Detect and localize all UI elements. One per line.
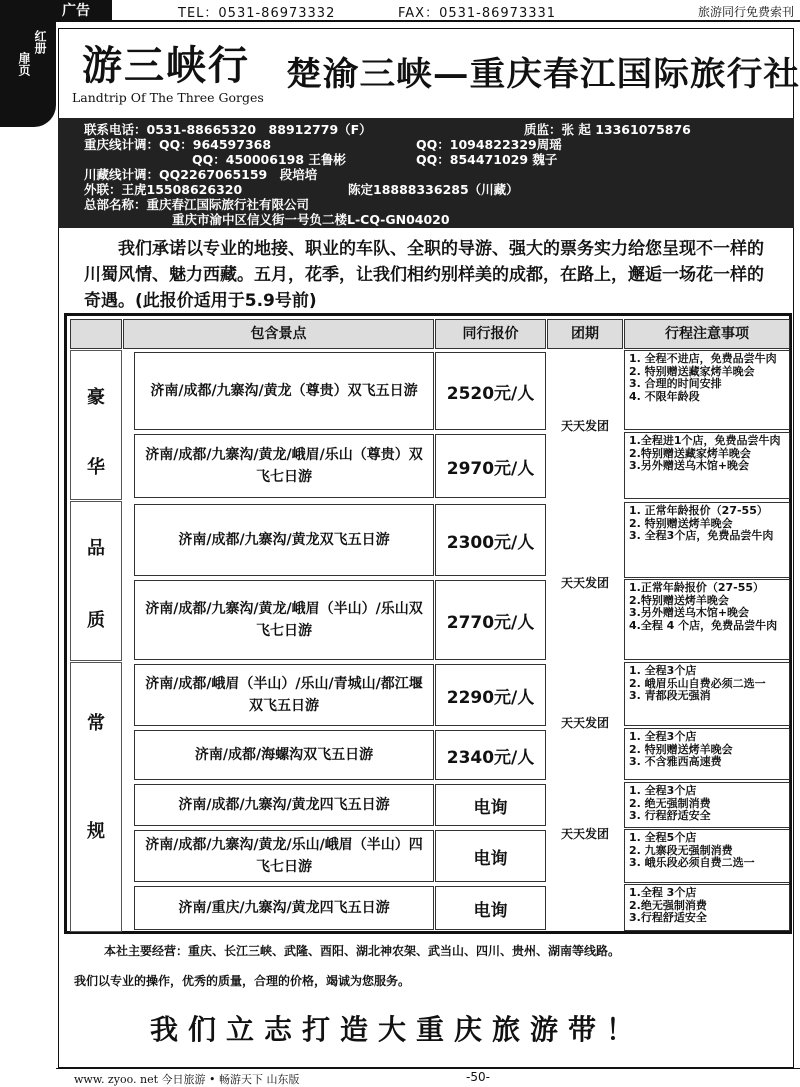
business-scope: 本社主要经营：重庆、长江三峡、武隆、酉阳、湖北神农架、武当山、四川、贵州、湖南等线路。 <box>104 944 621 958</box>
hq-address: 重庆市渝中区信义街一号负二楼L-CQ-GN04020 <box>172 212 450 227</box>
schedule-cell: 天天发团 <box>560 418 609 433</box>
hq-name: 总部名称：重庆春江国际旅行社有限公司 <box>84 197 310 212</box>
note-item: 3. 峨乐段必须自费二选一 <box>629 856 755 869</box>
intro-text: 我们承诺以专业的地接、职业的车队、全职的导游、强大的票务实力给您呈现不一样的川蜀风情、魅力西藏。五月，花季，让我们相约别样美的成都，在路上，邂逅一场花一样的奇遇。(此报价适用于5.9号前) <box>84 239 764 311</box>
contact-block <box>58 118 794 228</box>
supervisor: 质监：张 起 13361075876 <box>524 122 691 137</box>
note-item: 2.绝无强制消费 <box>629 898 707 912</box>
note-item: 1.正常年龄报价（27-55） <box>629 581 765 594</box>
note-item: 2. 绝无强制消费 <box>629 796 711 810</box>
notes-cell <box>624 829 790 883</box>
price-cell: 2970元/人 <box>435 434 546 498</box>
group-luxury-char1: 豪 <box>87 387 105 408</box>
notes-cell <box>624 350 790 430</box>
page-footer <box>56 1068 800 1086</box>
service-statement: 我们以专业的操作，优秀的质量，合理的价格，竭诚为您服务。 <box>74 974 411 988</box>
note-item: 2. 九寨段无强制消费 <box>629 843 733 857</box>
cq-planner-qq4: QQ：854471029 魏子 <box>416 152 558 167</box>
note-item: 1.全程 3个店 <box>629 886 697 899</box>
logo-subtitle: Landtrip Of The Three Gorges <box>72 90 264 105</box>
slogan: 我们立志打造大重庆旅游带！ <box>150 1013 645 1046</box>
notes-cell <box>624 662 790 726</box>
ad-label: 广告 <box>0 0 112 22</box>
note-item: 3. 合理的时间安排 <box>629 377 722 390</box>
note-item: 1. 全程不进店，免费品尝牛肉 <box>629 352 777 365</box>
note-item: 2. 特别赠送烤羊晚会 <box>629 516 733 530</box>
footer-divider <box>56 1068 800 1069</box>
route-cell: 济南/成都/九寨沟/黄龙/峨眉（半山）/乐山双飞七日游 <box>134 580 434 660</box>
header-blank <box>70 319 122 349</box>
schedule-cell: 天天发团 <box>560 826 609 841</box>
header-scenic: 包含景点 <box>123 319 434 349</box>
note-item: 2. 峨眉乐山自费必须二选一 <box>629 676 766 690</box>
route-cell: 济南/成都/海螺沟双飞五日游 <box>134 730 434 780</box>
note-item: 3.行程舒适安全 <box>629 911 707 924</box>
site-info: www. zyoo. net 今日旅游 • 畅游天下 山东版 <box>74 1073 300 1086</box>
note-item: 2. 特别赠送烤羊晚会 <box>629 742 733 756</box>
logo <box>72 34 292 110</box>
cq-planner-qq2: QQ：1094822329周瑶 <box>416 137 562 152</box>
note-item: 2. 特别赠送藏家烤羊晚会 <box>629 364 755 378</box>
route-cell: 济南/成都/九寨沟/黄龙双飞五日游 <box>134 504 434 576</box>
note-item: 1.全程进1个店，免费品尝牛肉 <box>629 434 781 447</box>
group-luxury-char2: 华 <box>87 457 105 478</box>
schedule-cell: 天天发团 <box>560 575 609 590</box>
note-item: 3.另外赠送乌木馆+晚会 <box>629 459 750 472</box>
note-item: 2.特别赠送烤羊晚会 <box>629 593 729 607</box>
note-item: 1. 正常年龄报价（27-55） <box>629 504 768 517</box>
route-cell: 济南/重庆/九寨沟/黄龙四飞五日游 <box>134 886 434 930</box>
group-quality-char2: 质 <box>87 610 105 631</box>
price-cell: 2770元/人 <box>435 580 546 660</box>
page-number: -50- <box>466 1070 490 1084</box>
side-tab <box>0 22 56 127</box>
telephone: TEL：0531-86973332 <box>178 6 336 21</box>
cq-planner-qq1: 重庆线计调：QQ：964597368 <box>84 137 272 152</box>
route-cell: 济南/成都/九寨沟/黄龙（尊贵）双飞五日游 <box>134 352 434 430</box>
price-cell: 电询 <box>435 886 546 930</box>
outreach-2: 陈定18888336285（川藏） <box>348 182 519 197</box>
price-cell: 2290元/人 <box>435 664 546 726</box>
route-cell: 济南/成都/九寨沟/黄龙/峨眉/乐山（尊贵）双飞七日游 <box>134 434 434 498</box>
note-item: 3. 青都段无强消 <box>629 689 711 702</box>
note-item: 3. 全程3个店，免费品尝牛肉 <box>629 529 774 542</box>
notes-cell <box>624 782 790 828</box>
note-item: 4. 不限年龄段 <box>629 389 700 403</box>
price-cell: 2340元/人 <box>435 730 546 780</box>
contact-phone: 联系电话：0531-88665320 88912779（F） <box>84 122 372 137</box>
note-item: 1. 全程5个店 <box>629 831 697 844</box>
price-table <box>64 313 792 934</box>
logo-text: 游三峡行 <box>82 42 250 89</box>
agency-header <box>58 28 800 118</box>
tibet-planner: 川藏线计调：QQ2267065159 段培培 <box>84 167 318 182</box>
fax: FAX：0531-86973331 <box>398 6 557 21</box>
note-item: 1. 全程3个店 <box>629 730 697 743</box>
notes-cell <box>624 432 790 499</box>
group-regular-char1: 常 <box>87 713 105 734</box>
note-item: 3.另外赠送乌木馆+晚会 <box>629 606 750 619</box>
note-item: 1. 全程3个店 <box>629 784 697 797</box>
note-item: 2.特别赠送藏家烤羊晚会 <box>629 446 751 460</box>
group-luxury <box>70 350 122 500</box>
intro-paragraph <box>84 236 774 314</box>
header-notes: 行程注意事项 <box>624 319 790 349</box>
side-tab-line2: 扉页 <box>17 52 31 76</box>
notes-cell <box>624 884 790 931</box>
price-cell: 2520元/人 <box>435 352 546 430</box>
route-cell: 济南/成都/九寨沟/黄龙四飞五日游 <box>134 784 434 826</box>
route-cell: 济南/成都/九寨沟/黄龙/乐山/峨眉（半山）四飞七日游 <box>134 830 434 882</box>
header-schedule: 团期 <box>547 319 623 349</box>
group-regular <box>70 662 122 932</box>
note-item: 3. 行程舒适安全 <box>629 809 711 822</box>
note-item: 3. 不含雅西高速费 <box>629 755 722 768</box>
note-item: 4.全程 4 个店，免费品尝牛肉 <box>629 618 778 632</box>
notes-cell <box>624 579 790 660</box>
price-cell: 电询 <box>435 830 546 882</box>
group-quality-char1: 品 <box>87 538 105 559</box>
notes-cell <box>624 728 790 780</box>
note-item: 1. 全程3个店 <box>629 664 697 677</box>
header-price: 同行报价 <box>435 319 546 349</box>
top-bar <box>0 0 800 22</box>
notes-cell <box>624 502 790 578</box>
route-cell: 济南/成都/峨眉（半山）/乐山/青城山/都江堰双飞五日游 <box>134 664 434 726</box>
agency-title: 楚渝三峡—重庆春江国际旅行社 <box>286 54 800 93</box>
schedule-cell: 天天发团 <box>560 715 609 730</box>
journal-name: 旅游同行免费索刊 <box>697 5 794 19</box>
group-regular-char2: 规 <box>87 821 105 842</box>
cq-planner-qq3: QQ：450006198 王鲁彬 <box>192 152 346 167</box>
price-cell: 2300元/人 <box>435 504 546 576</box>
group-quality <box>70 501 122 661</box>
outreach-1: 外联：王虎15508626320 <box>84 182 243 197</box>
side-tab-line1: 红册 <box>33 30 47 54</box>
price-cell: 电询 <box>435 784 546 826</box>
